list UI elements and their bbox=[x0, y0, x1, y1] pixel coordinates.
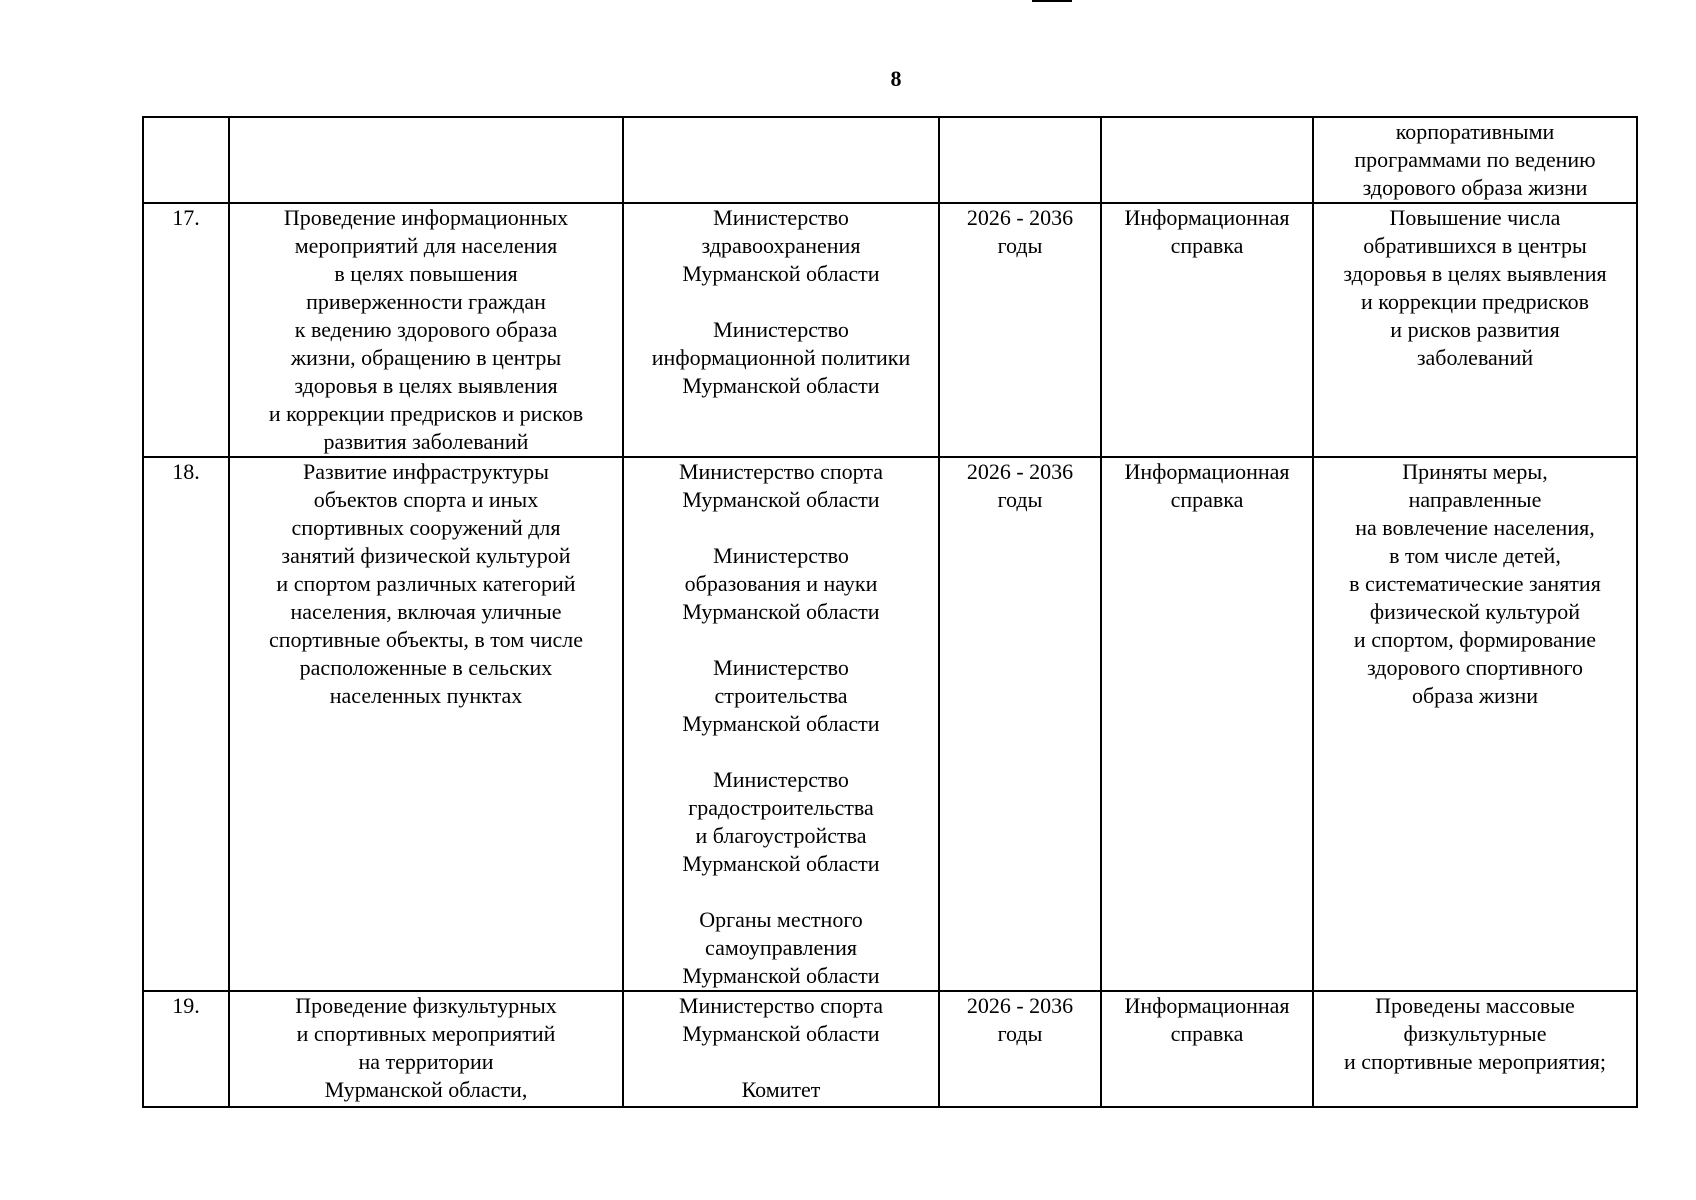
cell-num: 18. bbox=[143, 457, 229, 991]
table-row-17 bbox=[143, 203, 1637, 457]
cell-report: Информационная справка bbox=[1101, 457, 1313, 991]
table-row-18 bbox=[143, 457, 1637, 991]
cell-period bbox=[939, 117, 1101, 203]
cell-num bbox=[143, 117, 229, 203]
cell-report bbox=[1101, 117, 1313, 203]
cell-measure: Проведение физкультурных и спортивных мероприятий на территории Мурманской области, bbox=[229, 991, 623, 1107]
cell-report: Информационная справка bbox=[1101, 203, 1313, 457]
cell-period: 2026 - 2036 годы bbox=[939, 203, 1101, 457]
cell-num: 17. bbox=[143, 203, 229, 457]
cell-executors: Министерство спорта Мурманской области Министерство образования и науки Мурманской области Министерство строительства Мурманской области Министерство градостроительства и благоустройства Мурманской области Органы местного самоуправления Мурманской области bbox=[623, 457, 939, 991]
cell-measure: Проведение информационных мероприятий для населения в целях повышения приверженности граждан к ведению здорового образа жизни, обращению в центры здоровья в целях выявления и коррекции предрисков и рисков развития заболеваний bbox=[229, 203, 623, 457]
table-row-19 bbox=[143, 991, 1637, 1107]
cell-measure: Развитие инфраструктуры объектов спорта и иных спортивных сооружений для занятий физической культурой и спортом различных категорий населения, включая уличные спортивные объекты, в том числе расположенные в сельских населенных пунктах bbox=[229, 457, 623, 991]
table-row-continuation bbox=[143, 117, 1637, 203]
cell-period: 2026 - 2036 годы bbox=[939, 457, 1101, 991]
cell-executors: Министерство здравоохранения Мурманской области Министерство информационной политики Мурманской области bbox=[623, 203, 939, 457]
cell-report: Информационная справка bbox=[1101, 991, 1313, 1107]
page-number: 8 bbox=[890, 66, 902, 91]
cell-result: корпоративными программами по ведению здорового образа жизни bbox=[1313, 117, 1637, 203]
cell-executors: Министерство спорта Мурманской области Комитет bbox=[623, 991, 939, 1107]
cell-measure bbox=[229, 117, 623, 203]
cell-period: 2026 - 2036 годы bbox=[939, 991, 1101, 1107]
cell-result: Повышение числа обратившихся в центры здоровья в целях выявления и коррекции предрисков и рисков развития заболеваний bbox=[1313, 203, 1637, 457]
top-mark bbox=[1032, 0, 1072, 2]
cell-result: Приняты меры, направленные на вовлечение населения, в том числе детей, в систематические занятия физической культурой и спортом, формирование здорового спортивного образа жизни bbox=[1313, 457, 1637, 991]
cell-executors bbox=[623, 117, 939, 203]
cell-num: 19. bbox=[143, 991, 229, 1107]
measures-table bbox=[142, 116, 1638, 1108]
cell-result: Проведены массовые физкультурные и спортивные мероприятия; bbox=[1313, 991, 1637, 1107]
